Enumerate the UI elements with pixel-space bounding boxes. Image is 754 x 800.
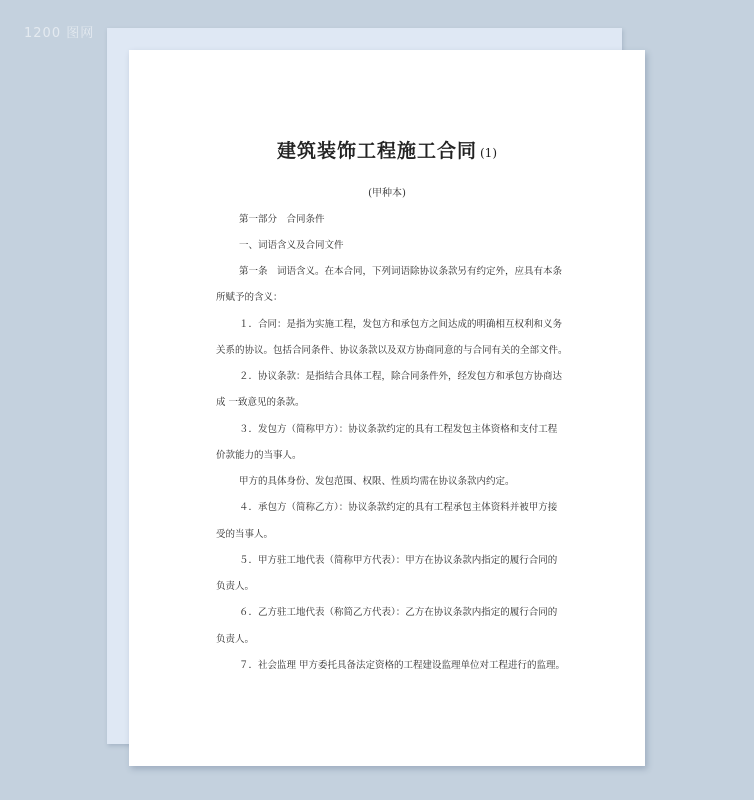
body-line: 价款能力的当事人。 [216, 450, 302, 461]
body-line: 负责人。 [216, 581, 255, 592]
body-line: ２．协议条款：是指结合具体工程，除合同条件外，经发包方和承包方协商达 [239, 371, 563, 382]
document-subtitle: (甲种本) [368, 188, 406, 199]
body-line: 负责人。 [216, 634, 255, 645]
body-line: 一、词语含义及合同文件 [239, 240, 344, 251]
body-line: ６．乙方驻工地代表（称简乙方代表）：乙方在协议条款内指定的履行合同的 [239, 607, 558, 618]
watermark-text: 1200 图网 [24, 26, 95, 41]
body-line: ５．甲方驻工地代表（简称甲方代表）：甲方在协议条款内指定的履行合同的 [239, 555, 558, 566]
document-title-text: 建筑装饰工程施工合同 [276, 140, 477, 162]
body-line: 第一条 词语含义。在本合同，下列词语除协议条款另有约定外，应具有本条 [239, 266, 563, 277]
body-line: ７．社会监理 甲方委托具备法定资格的工程建设监理单位对工程进行的监理。 [239, 660, 566, 671]
body-line: 所赋予的含义： [216, 292, 283, 303]
body-line: 受的当事人。 [216, 529, 274, 540]
body-line: 关系的协议。包括合同条件、协议条款以及双方协商同意的与合同有关的全部文件。 [216, 345, 568, 356]
document-title [129, 136, 645, 163]
body-line: ３．发包方（简称甲方）：协议条款约定的具有工程发包主体资格和支付工程 [239, 424, 558, 435]
body-line: 成 一致意见的条款。 [216, 397, 305, 408]
body-line: 甲方的具体身份、发包范围、权限、性质均需在协议条款内约定。 [239, 476, 515, 487]
document-page [129, 50, 645, 766]
body-line: １．合同：是指为实施工程，发包方和承包方之间达成的明确相互权利和义务 [239, 319, 563, 330]
body-line: 第一部分 合同条件 [239, 214, 325, 225]
body-line: ４．承包方（简称乙方）：协议条款约定的具有工程承包主体资料并被甲方接 [239, 502, 558, 513]
document-title-suffix: (1) [480, 146, 497, 160]
